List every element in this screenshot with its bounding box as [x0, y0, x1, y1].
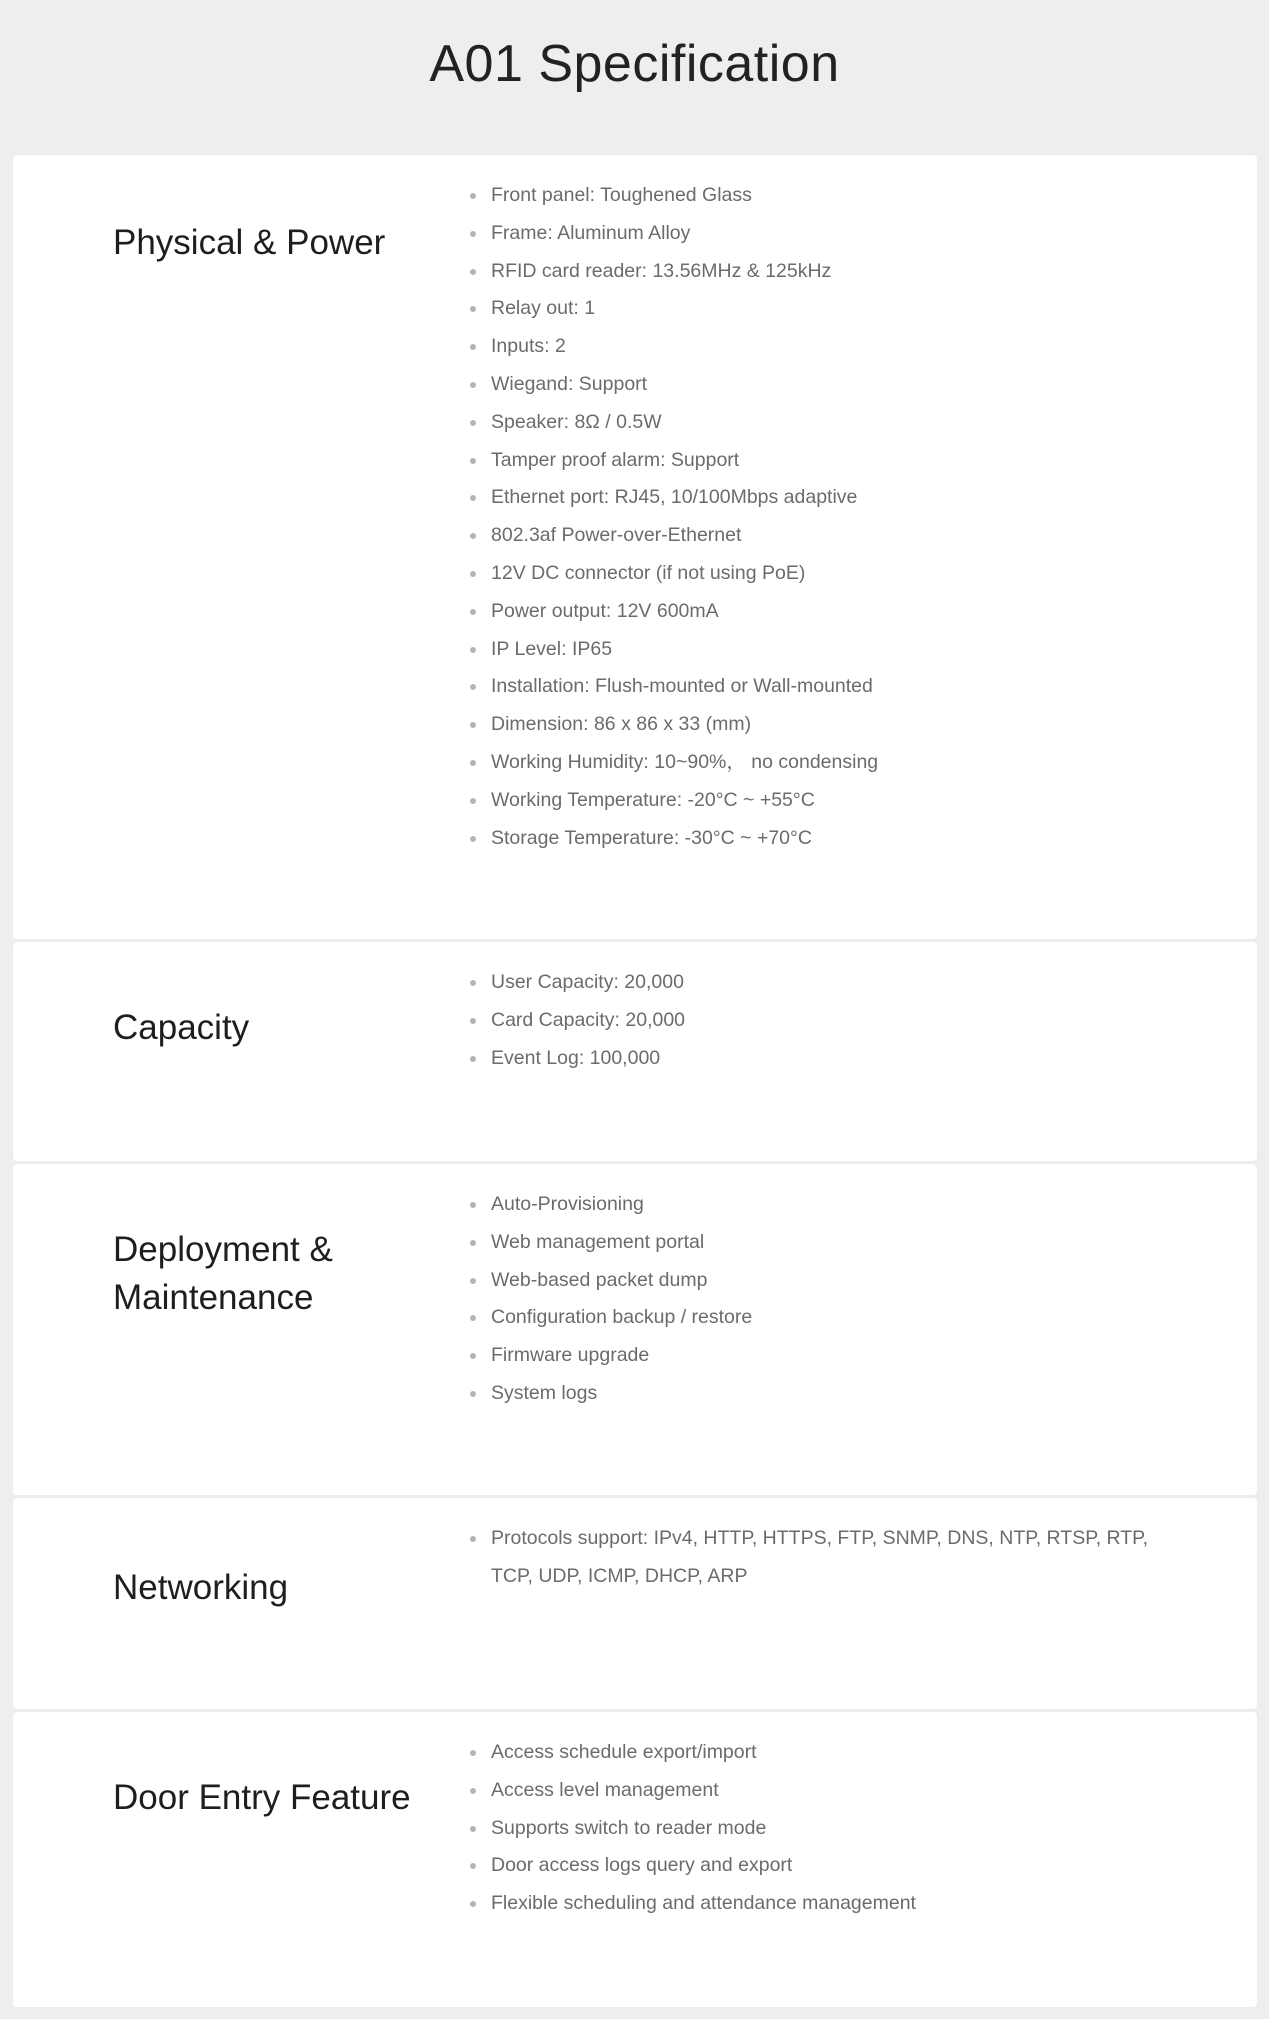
bullet-icon — [470, 1278, 476, 1284]
spec-item — [491, 706, 1171, 744]
spec-item — [491, 1299, 1171, 1337]
bullet-icon — [470, 722, 476, 728]
spec-item — [491, 215, 1171, 253]
bullet-icon — [470, 647, 476, 653]
spec-list — [491, 1520, 1171, 1596]
section-capacity — [13, 942, 1257, 1161]
spec-text: Access level management — [491, 1778, 719, 1801]
bullet-icon — [470, 684, 476, 690]
spec-text: Access schedule export/import — [491, 1741, 757, 1763]
bullet-icon — [470, 420, 476, 426]
spec-text: Power output: 12V 600mA — [491, 599, 719, 622]
spec-item — [491, 1375, 1171, 1413]
spec-text: Configuration backup / restore — [491, 1306, 753, 1329]
spec-text: Working Humidity: 10~90%， no condensing — [491, 750, 879, 773]
bullet-icon — [470, 193, 476, 199]
bullet-icon — [470, 760, 476, 766]
bullet-icon — [470, 382, 476, 388]
spec-text: Frame: Aluminum Alloy — [491, 221, 691, 244]
bullet-icon — [470, 1863, 476, 1869]
spec-item — [491, 631, 1171, 669]
spec-item — [491, 1772, 1171, 1810]
section-heading: Deployment & Maintenance — [113, 1230, 333, 1317]
bullet-icon — [470, 1391, 476, 1397]
bullet-icon — [470, 231, 476, 237]
bullet-icon — [470, 571, 476, 577]
bullet-icon — [470, 306, 476, 312]
spec-text: User Capacity: 20,000 — [491, 971, 684, 993]
spec-text: Web-based packet dump — [491, 1268, 708, 1291]
spec-text: Ethernet port: RJ45, 10/100Mbps adaptive — [491, 486, 858, 509]
bullet-icon — [470, 1353, 476, 1359]
spec-text: Wiegand: Support — [491, 372, 648, 395]
spec-item — [491, 177, 1171, 215]
spec-text: IP Level: IP65 — [491, 637, 613, 660]
spec-text: Firmware upgrade — [491, 1344, 650, 1367]
bullet-icon — [470, 1315, 476, 1321]
spec-item — [491, 1810, 1171, 1848]
bullet-icon — [470, 1056, 476, 1062]
spec-item — [491, 1040, 1171, 1078]
spec-item — [491, 290, 1171, 328]
spec-text: Auto-Provisioning — [491, 1193, 644, 1215]
spec-text: 12V DC connector (if not using PoE) — [491, 561, 806, 584]
section-physical-power — [13, 155, 1257, 939]
spec-text: Event Log: 100,000 — [491, 1046, 661, 1069]
spec-item — [491, 1002, 1171, 1040]
bullet-icon — [470, 458, 476, 464]
bullet-icon — [470, 1536, 476, 1542]
spec-item — [491, 820, 1171, 858]
spec-text: Web management portal — [491, 1230, 705, 1253]
spec-item — [491, 1520, 1171, 1596]
spec-item — [491, 479, 1171, 517]
spec-list — [491, 177, 1171, 857]
spec-text: Door access logs query and export — [491, 1854, 793, 1877]
spec-sections — [13, 155, 1257, 2010]
bullet-icon — [470, 533, 476, 539]
bullet-icon — [470, 1788, 476, 1794]
bullet-icon — [470, 836, 476, 842]
spec-item — [491, 366, 1171, 404]
spec-item — [491, 593, 1171, 631]
spec-text: System logs — [491, 1381, 598, 1404]
bullet-icon — [470, 269, 476, 275]
bullet-icon — [470, 980, 476, 986]
spec-text: Storage Temperature: -30°C ~ +70°C — [491, 826, 812, 849]
spec-text: Dimension: 86 x 86 x 33 (mm) — [491, 713, 752, 736]
spec-text: Supports switch to reader mode — [491, 1816, 767, 1839]
spec-item — [491, 555, 1171, 593]
spec-item — [491, 404, 1171, 442]
section-door-entry-feature — [13, 1712, 1257, 2007]
section-heading: Door Entry Feature — [113, 1778, 411, 1817]
spec-text: Flexible scheduling and attendance management — [491, 1892, 916, 1915]
spec-item — [491, 668, 1171, 706]
bullet-icon — [470, 1901, 476, 1907]
spec-item — [491, 517, 1171, 555]
page-title: A01 Specification — [429, 35, 840, 93]
spec-text: Installation: Flush-mounted or Wall-mounted — [491, 675, 873, 698]
spec-item — [491, 328, 1171, 366]
spec-list — [491, 1734, 1171, 1923]
spec-item — [491, 782, 1171, 820]
spec-text: Working Temperature: -20°C ~ +55°C — [491, 788, 815, 811]
spec-item — [491, 1186, 1171, 1224]
spec-item — [491, 253, 1171, 291]
spec-item — [491, 964, 1171, 1002]
bullet-icon — [470, 344, 476, 350]
section-heading: Capacity — [113, 1008, 250, 1047]
spec-text: Front panel: Toughened Glass — [491, 184, 752, 206]
bullet-icon — [470, 1826, 476, 1832]
bullet-icon — [470, 495, 476, 501]
spec-item — [491, 1224, 1171, 1262]
bullet-icon — [470, 1750, 476, 1756]
spec-text: 802.3af Power-over-Ethernet — [491, 524, 742, 547]
spec-list — [491, 964, 1171, 1077]
bullet-icon — [470, 1202, 476, 1208]
spec-item — [491, 744, 1171, 782]
spec-text: Speaker: 8Ω / 0.5W — [491, 410, 662, 433]
spec-text: Relay out: 1 — [491, 297, 596, 320]
section-deployment-maintenance — [13, 1164, 1257, 1495]
bullet-icon — [470, 1018, 476, 1024]
spec-item — [491, 1885, 1171, 1923]
spec-text: Tamper proof alarm: Support — [491, 448, 740, 471]
bullet-icon — [470, 1240, 476, 1246]
spec-text: RFID card reader: 13.56MHz & 125kHz — [491, 259, 832, 282]
section-heading: Networking — [113, 1568, 289, 1607]
spec-item — [491, 1734, 1171, 1772]
spec-text: Inputs: 2 — [491, 335, 566, 358]
bullet-icon — [470, 609, 476, 615]
spec-item — [491, 1847, 1171, 1885]
spec-item — [491, 442, 1171, 480]
spec-item — [491, 1337, 1171, 1375]
section-networking — [13, 1498, 1257, 1709]
spec-item — [491, 1262, 1171, 1300]
spec-text: Protocols support: IPv4, HTTP, HTTPS, FTP, SNMP, DNS, NTP, RTSP, RTP, TCP, UDP, ICMP, DHCP, ARP — [491, 1527, 1149, 1587]
spec-text: Card Capacity: 20,000 — [491, 1008, 686, 1031]
section-heading: Physical & Power — [113, 223, 386, 262]
spec-list — [491, 1186, 1171, 1413]
bullet-icon — [470, 798, 476, 804]
